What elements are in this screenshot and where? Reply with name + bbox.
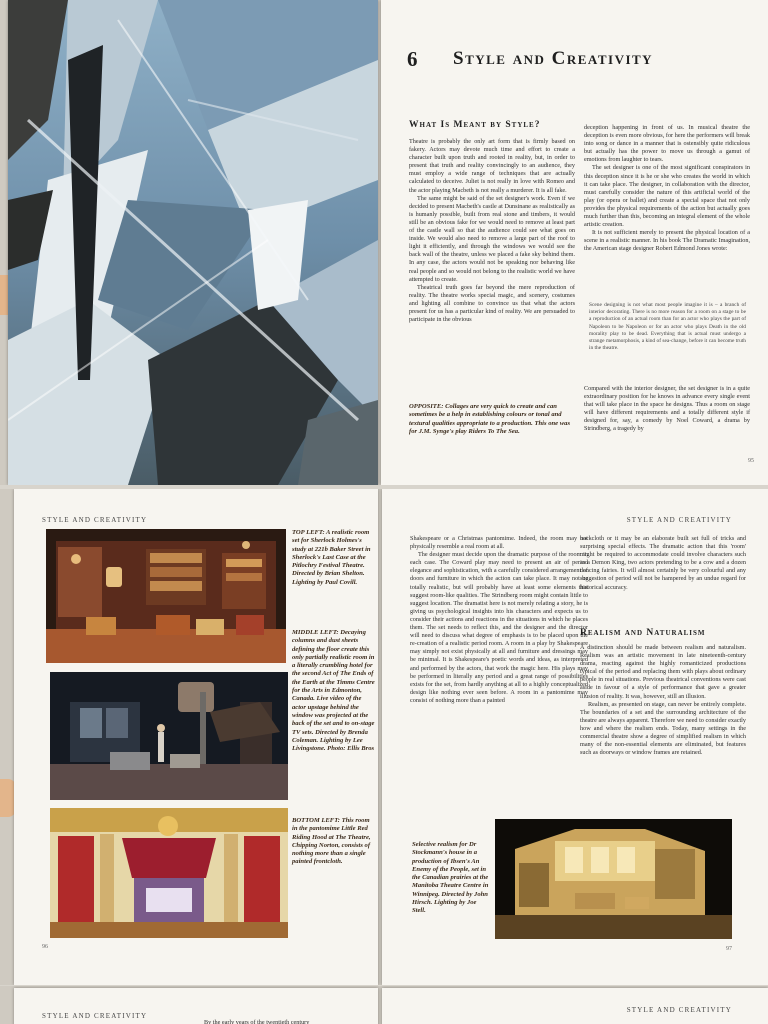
photo-caption-top: TOP LEFT: A realistic room set for Sherlock Holmes's study at 221b Baker Street in Sherlock's Last Case at the Pitlochry Festival Theatre. Directed by Brian Shelton. Lighting by Paul Covill. xyxy=(292,529,371,586)
page-number: 96 xyxy=(42,944,48,950)
body-column-1 xyxy=(410,535,588,705)
body-column-2-continued xyxy=(580,644,746,757)
book-spread-middle xyxy=(0,489,768,985)
body-column-1 xyxy=(409,138,575,324)
running-head: STYLE AND CREATIVITY xyxy=(42,1012,148,1020)
paragraph: Theatre is probably the only art form that is firmly based on fakery. Actors may devote much time and effort to create a character built upon truth and rooted in reality, but, in order to present that truth and reality convincingly to an audience, they must employ a wide range of techniques that are actually calculated to deceive. Juliet is not really in love with Romeo and the actor playing Macbeth is not really a murderer. It is all fake. xyxy=(409,138,575,194)
body-column-2 xyxy=(584,124,750,254)
running-head: STYLE AND CREATIVITY xyxy=(626,1006,732,1014)
chapter-title: Style and Creativity xyxy=(453,48,654,69)
book-spread-bottom xyxy=(0,986,768,1024)
page-number: 95 xyxy=(748,458,754,464)
body-column-2-continued xyxy=(584,385,750,434)
body-column-2 xyxy=(580,535,746,592)
paragraph: deception happening in front of us. In musical theatre the deception is even more obvious, for here the performers will break into song or dance in a manner that is ostensibly quite ridiculous but actually has the power to move us through a gamut of emotions from laughter to tears. xyxy=(584,124,750,164)
photo-enemy-of-the-people xyxy=(495,819,732,939)
paragraph: The same might be said of the set designer's work. Even if we decided to present Macbeth's castle at Dunsinane as realistically as is humanly possible, built from real stone and timbers, it would still be an obvious fake for we would need to remove at least part of the castle wall so that the audience could see what goes on inside. We would also need to remove a large part of the roof to light it efficiently, and through the windows we would see the back wall of the theatre, unless we placed a fake sky behind them. In any case, the actors would not be speaking nor behaving like real people and so would not belong to the realistic world we have attempted to create. xyxy=(409,194,575,283)
paragraph: Shakespeare or a Christmas pantomime. Indeed, the room may not physically resemble a real room at all. xyxy=(410,535,588,551)
photo-pantomime-frontcloth xyxy=(50,808,288,938)
page-98 xyxy=(14,988,378,1024)
page-96 xyxy=(14,489,378,985)
running-head: STYLE AND CREATIVITY xyxy=(42,516,148,524)
paragraph: The designer must decide upon the dramatic purpose of the room in each case. The Coward play may need to present an air of period elegance and sophistication, with a carefully considered arrangement of doors and furniture in which the action can take place. It may not be totally realistic, but will probably have at least some elements that suggest room-like qualities. The Strindberg room might contain little to suggest location. The dramatist here is not merely relating a story, he is giving us psychological insights into his characters and expects us to consider their actions and reactions in the situations in which he places them. The set needs to reflect this, and the designer and the director will need to discuss what degree of emphasis is to be placed upon the re-creation of a realistic period room. A room in a play by Shakespeare may simply not exist physically at all and furniture and dressings may be minimal. It is Shakespeare's poetic words and ideas, as interpreted and performed by the actors, that work the magic here. His plays may be performed in literally any period and a great range of possibilities exists for the set, from hardly anything at all to a highly conceptualized design like nothing ever seen before. A room in a pantomime may consist of nothing more than a painted xyxy=(410,551,588,704)
photo-caption: Selective realism for Dr Stockmann's house in a production of Ibsen's An Enemy of the People, set in the Canadian prairies at the Manitoba Theatre Centre in Winnipeg. Directed by John Hirsch. Lighting by Joe Stell. xyxy=(412,841,489,915)
paragraph: A distinction should be made between realism and naturalism. Realism was an artistic movement in late nineteenth-century drama, reacting against the highly romanticized productions typical of the period and replacing them with plays about ordinary people in real situations. Previous theatrical conventions were cast aside in favour of a style of performance that gave a greater illusion of reality. It was, however, still an illusion. xyxy=(580,644,746,700)
section-heading: Realism and Naturalism xyxy=(580,628,706,638)
page-95 xyxy=(381,0,768,485)
paragraph: backcloth or it may be an elaborate built set full of tricks and surprising special effects. The dramatic action that this 'room' might be required to accommodate could involve characters such as a Demon King, two actors pretending to be a cow and a dozen dancing fairies. It will almost certainly be very colourful and any suggestion of period will not be hampered by an undue regard for historical accuracy. xyxy=(580,535,746,591)
chapter-number: 6 xyxy=(407,47,419,71)
photo-sherlock-study xyxy=(46,529,286,663)
page-number: 97 xyxy=(726,946,732,952)
paragraph: It is not sufficient merely to present the physical location of a scene in a realistic manner. In his book The Dramatic Imagination, the American stage designer Robert Edmond Jones wrote: xyxy=(584,229,750,253)
photo-crumbling-hotel xyxy=(50,672,288,800)
paragraph: Realism, as presented on stage, can never be entirely complete. The boundaries of a set and the surrounding architecture of the theatre are always apparent. Therefore we need to consider exactly how and where the realism ends. Today, many settings in the commercial theatre show a degree of simplified realism in which many of the non-essential elements are eliminated, but features such as doorways or window frames are retained. xyxy=(580,700,746,757)
paragraph: The set designer is one of the most significant conspirators in this deception since it is he or she who creates the world in which it can take place. The designer, in collaboration with the director, must carefully consider the nature of this artificial world of the play (or opera or ballet) and create a special space that not only provides the physical requirements of the action but actually goes much further than this, becoming an integral element of the whole artistic creation. xyxy=(584,164,750,229)
book-spread-top xyxy=(0,0,768,485)
photo-caption: OPPOSITE: Collages are very quick to create and can sometimes be a help in establishing colours or tonal and textural qualities appropriate to a production. This one was for J.M. Synge's play Riders To The Sea. xyxy=(409,403,571,435)
collage-photo xyxy=(8,0,378,485)
block-quote: Scene designing is not what most people imagine it is – a branch of interior decorating. There is no more reason for a room on a stage to be a reproduction of an actual room than for an actor who plays the part of Napoleon to be Napoleon or for an actor who plays Death in the old morality play to be dead. Everything that is actual must undergo a strange metamorphosis, a kind of sea-change, before it can become truth in the theatre. xyxy=(589,302,746,352)
photo-caption-bottom: BOTTOM LEFT: This room in the pantomime Little Red Riding Hood at The Theatre, Chipping Norton, consists of nothing more than a single painted frontcloth. xyxy=(292,817,371,866)
page-97 xyxy=(382,489,768,985)
section-heading: What Is Meant by Style? xyxy=(409,120,541,130)
paragraph: Compared with the interior designer, the set designer is in a quite extraordinary position for he knows in advance every single event that will take place in the space he designs. Thus a room on stage will have different requirements and a totally different style if designed for, say, a comedy by Noel Coward, a drama by Strindberg, a tragedy by xyxy=(584,385,750,433)
page-99 xyxy=(382,988,768,1024)
photo-caption-middle: MIDDLE LEFT: Decaying columns and dust sheets defining the floor create this only partially realistic room in a literally crumbling hotel for the second Act of The Ends of the Earth at the Timms Centre for the Arts in Edmonton, Canada. Live video of the actor upstage behind the window was projected at the back of the set and to on-stage TV sets. Directed by Brenda Coleman. Lighting by Lee Livingstone. Photo: Ellis Bros xyxy=(292,629,375,753)
body-text-fragment: By the early years of the twentieth century xyxy=(204,1019,310,1024)
running-head: STYLE AND CREATIVITY xyxy=(626,516,732,524)
paragraph: Theatrical truth goes far beyond the mere reproduction of reality. The theatre works special magic, and scenery, costumes and lighting all combine to convince us that what the actors present for us has a particular kind of reality. We are persuaded to participate in the obvious xyxy=(409,283,575,324)
